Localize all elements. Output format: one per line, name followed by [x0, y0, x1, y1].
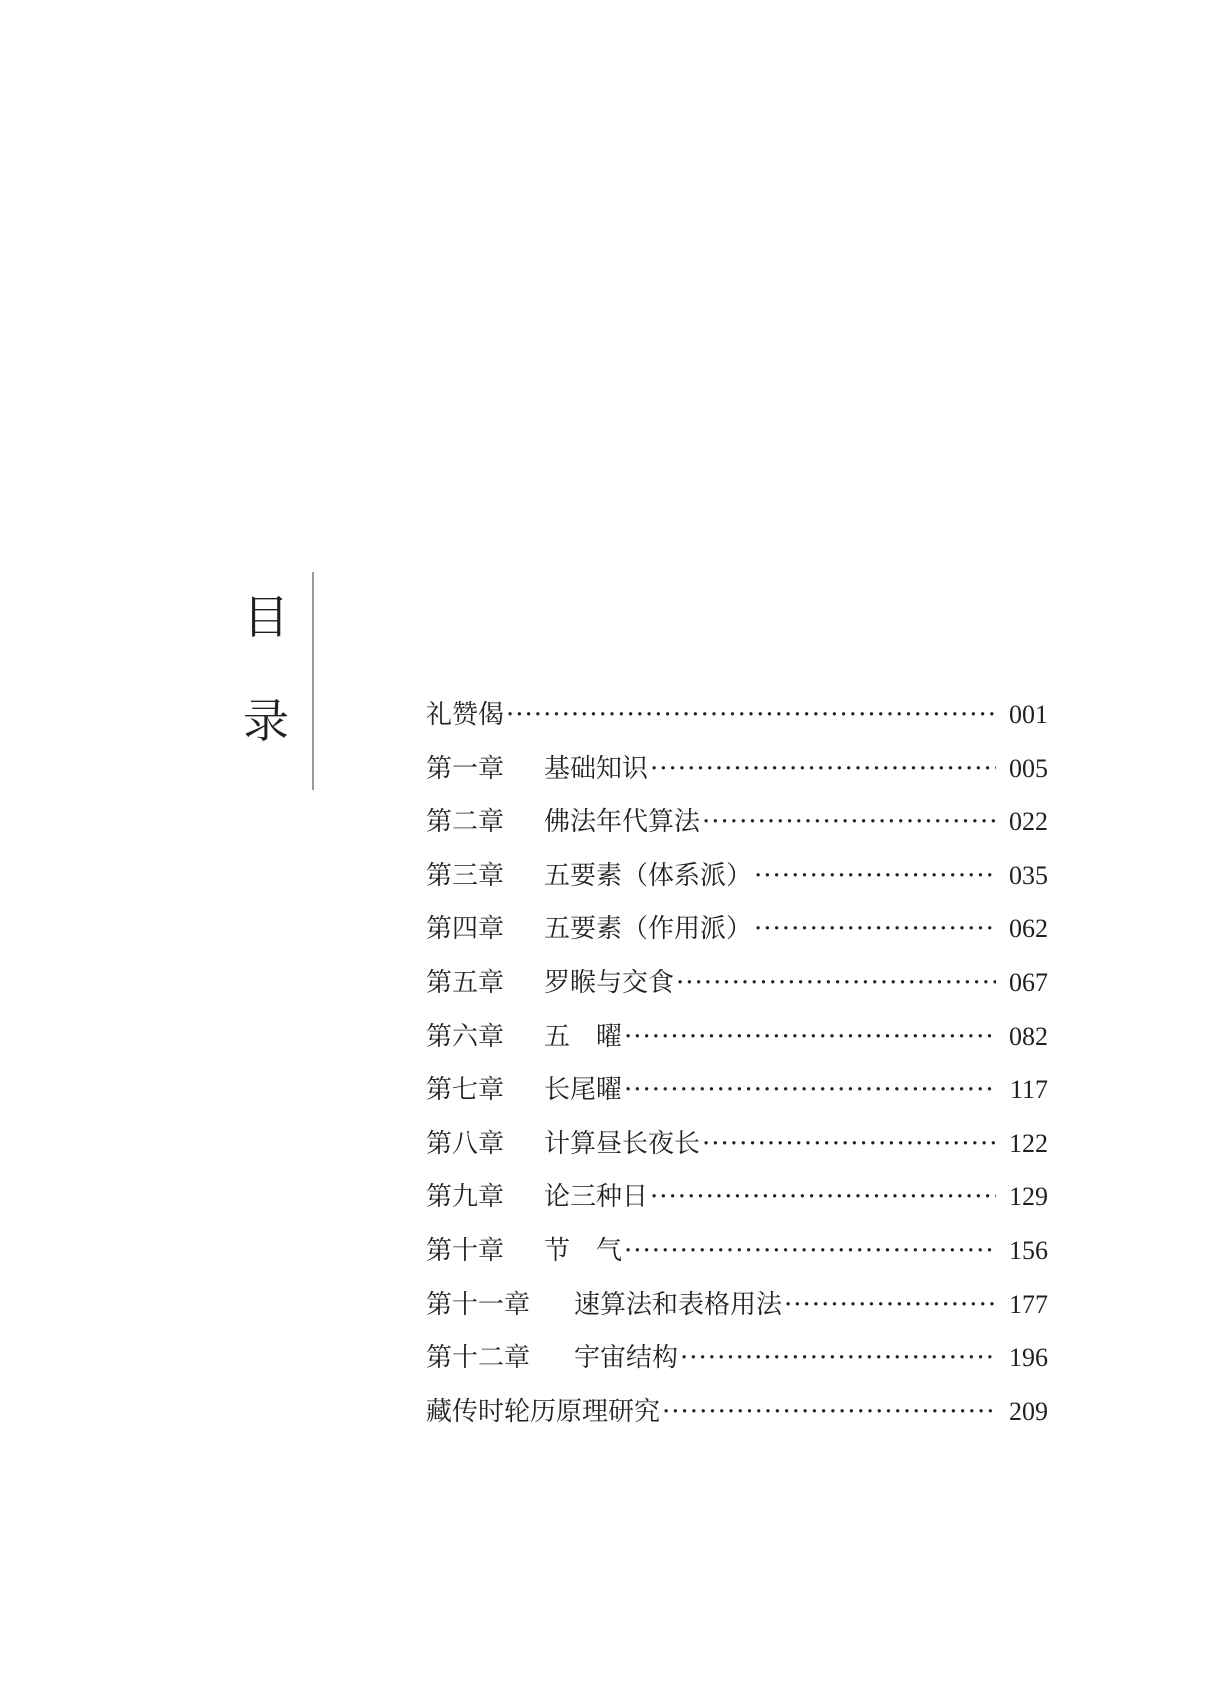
toc-entry-title: 五要素（作用派）: [544, 914, 753, 945]
toc-entry-page: 122: [1009, 1128, 1048, 1158]
toc-entry-page: 022: [1009, 807, 1048, 837]
toc-leader: [702, 1118, 996, 1172]
toc-entry[interactable]: [426, 1063, 1048, 1117]
toc-leader: [754, 850, 996, 904]
toc-entry-title: 藏传时轮历原理研究: [426, 1396, 661, 1427]
toc-leader: [680, 1332, 996, 1386]
toc-entry-title: 论三种日: [544, 1182, 649, 1213]
toc-entry-title: 基础知识: [544, 753, 649, 784]
toc-entry-title: 五 曜: [544, 1021, 623, 1052]
toc-entry-title: 长尾曜: [544, 1075, 623, 1106]
toc-entry[interactable]: [426, 688, 1048, 742]
toc-entry-title: 礼赞偈: [426, 700, 505, 730]
toc-list: [426, 688, 1048, 1438]
toc-heading-char-2: 录: [243, 694, 289, 748]
toc-entry-chapter: 第七章: [426, 1075, 505, 1106]
toc-heading-char-1: 目: [243, 590, 289, 644]
toc-entry[interactable]: [426, 1170, 1048, 1224]
toc-entry-title: 罗睺与交食: [544, 967, 675, 998]
toc-entry[interactable]: [426, 1278, 1048, 1332]
toc-entry-title: 节 气: [544, 1235, 623, 1266]
toc-leader: [702, 796, 996, 850]
toc-leader: [676, 957, 996, 1011]
toc-entry-chapter: 第二章: [426, 807, 505, 838]
toc-leader: [662, 1386, 996, 1440]
toc-leader: [754, 903, 996, 957]
toc-entry-chapter: 第十章: [426, 1235, 505, 1266]
toc-entry[interactable]: [426, 1224, 1048, 1278]
toc-leader: [650, 1171, 996, 1225]
toc-entry-title: 宇宙结构: [574, 1343, 679, 1374]
toc-entry[interactable]: [426, 1010, 1048, 1064]
toc-entry-page: 209: [1009, 1396, 1048, 1426]
toc-entry-chapter: 第三章: [426, 860, 505, 891]
toc-entry-page: 156: [1009, 1235, 1048, 1265]
toc-entry[interactable]: [426, 742, 1048, 796]
toc-entry-page: 129: [1009, 1182, 1048, 1212]
toc-entry[interactable]: [426, 1331, 1048, 1385]
toc-entry-chapter: 第九章: [426, 1182, 505, 1213]
toc-leader: [624, 1064, 996, 1118]
toc-entry-page: 177: [1009, 1289, 1048, 1319]
toc-leader: [784, 1279, 996, 1333]
toc-entry-title: 计算昼长夜长: [544, 1128, 701, 1159]
toc-entry[interactable]: [426, 849, 1048, 903]
toc-leader: [650, 743, 996, 797]
toc-entry-page: 067: [1009, 967, 1048, 997]
toc-entry[interactable]: [426, 795, 1048, 849]
toc-leader: [506, 689, 996, 743]
toc-entry-chapter: 第四章: [426, 914, 505, 945]
toc-entry-chapter: 第十一章: [426, 1289, 531, 1320]
toc-entry[interactable]: [426, 902, 1048, 956]
toc-entry-page: 062: [1009, 914, 1048, 944]
toc-entry-page: 082: [1009, 1021, 1048, 1051]
toc-heading: [236, 590, 296, 802]
toc-entry-title: 速算法和表格用法: [574, 1289, 783, 1320]
toc-entry-chapter: 第一章: [426, 753, 505, 784]
toc-leader: [624, 1011, 996, 1065]
toc-entry-page: 035: [1009, 860, 1048, 890]
toc-entry-title: 佛法年代算法: [544, 807, 701, 838]
toc-entry-title: 五要素（体系派）: [544, 860, 753, 891]
toc-entry-chapter: 第五章: [426, 967, 505, 998]
toc-entry-page: 005: [1009, 753, 1048, 783]
vertical-divider: [312, 572, 314, 790]
toc-entry-chapter: 第六章: [426, 1021, 505, 1052]
toc-entry-page: 117: [1009, 1075, 1048, 1105]
toc-entry-page: 196: [1009, 1343, 1048, 1373]
toc-entry-chapter: 第十二章: [426, 1343, 531, 1374]
toc-entry[interactable]: [426, 956, 1048, 1010]
toc-entry[interactable]: [426, 1117, 1048, 1171]
toc-entry[interactable]: [426, 1385, 1048, 1439]
toc-entry-chapter: 第八章: [426, 1128, 505, 1159]
toc-leader: [624, 1225, 996, 1279]
toc-entry-page: 001: [1009, 700, 1048, 729]
